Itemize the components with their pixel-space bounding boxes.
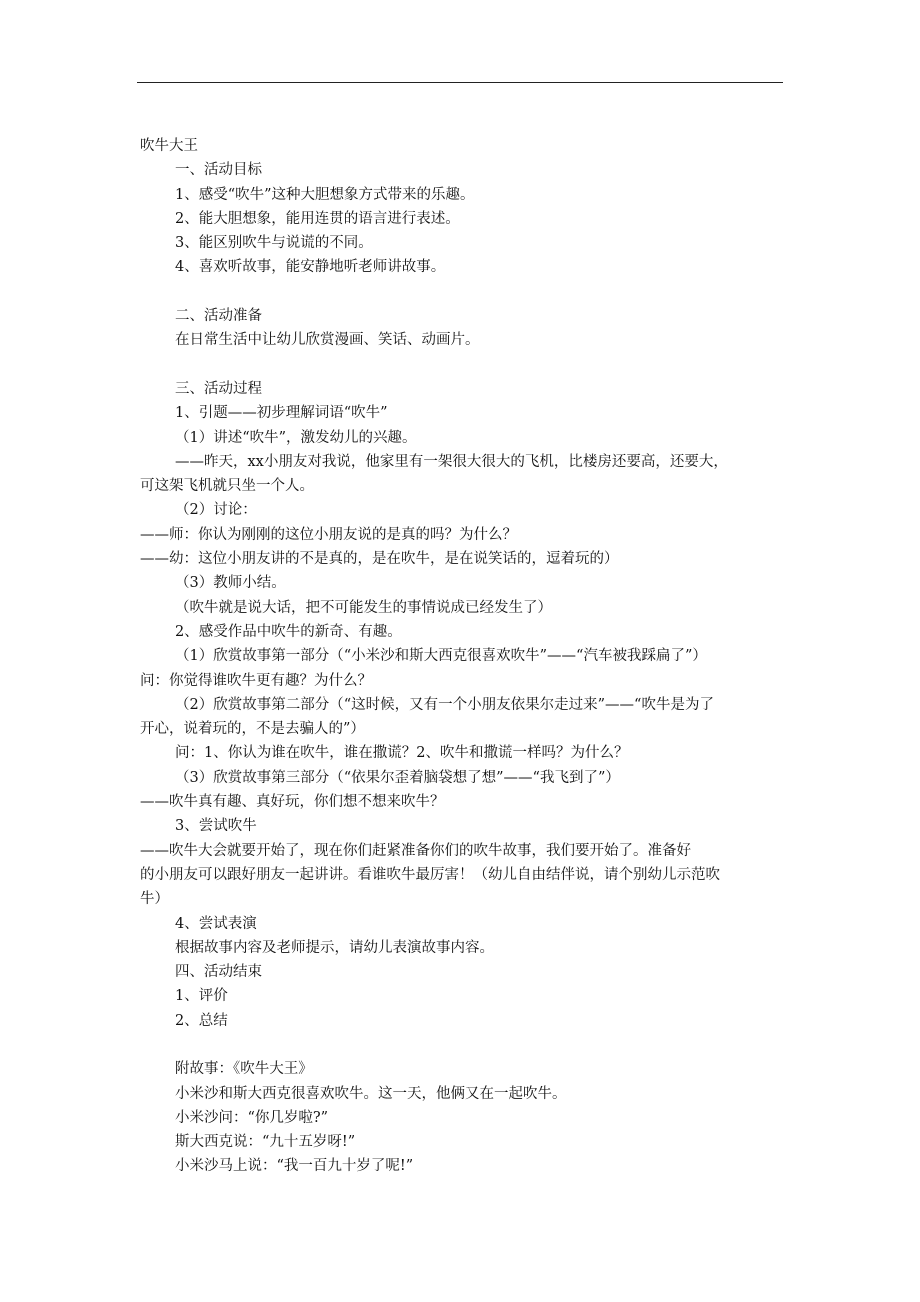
process-line: 3、尝试吹牛: [175, 818, 257, 835]
goal-item: 3、能区别吹牛与说谎的不同。: [175, 235, 373, 252]
appendix-heading: 附故事：《吹牛大王》: [175, 1061, 313, 1078]
process-line: （2）欣赏故事第二部分（“这时候，又有一个小朋友依果尔走过来”——“吹牛是为了: [175, 696, 714, 713]
process-line: 根据故事内容及老师提示，请幼儿表演故事内容。: [175, 939, 494, 956]
process-line: 开心，说着玩的，不是去骗人的”）: [140, 721, 365, 738]
process-line: ——吹牛真有趣、真好玩，你们想不想来吹牛？: [140, 794, 445, 811]
appendix-line: 小米沙问：“你几岁啦?”: [175, 1109, 329, 1126]
appendix-line: 斯大西克说：“九十五岁呀!”: [175, 1134, 356, 1151]
end-heading: 四、活动结束: [175, 964, 262, 981]
process-line: 1、引题——初步理解词语“吹牛”: [175, 405, 388, 422]
spacer: [140, 1033, 790, 1057]
prep-text: 在日常生活中让幼儿欣赏漫画、笑话、动画片。: [175, 332, 480, 349]
process-line: 问：你觉得谁吹牛更有趣？为什么？: [140, 672, 372, 689]
process-line: 可这架飞机就只坐一个人。: [140, 478, 314, 495]
spacer: [140, 353, 790, 377]
appendix-line: 小米沙和斯大西克很喜欢吹牛。这一天，他俩又在一起吹牛。: [175, 1085, 567, 1102]
appendix-line: 小米沙马上说：“我一百九十岁了呢!”: [175, 1158, 414, 1175]
prep-heading: 二、活动准备: [175, 308, 262, 325]
end-item: 2、总结: [175, 1012, 228, 1029]
goal-item: 2、能大胆想象，能用连贯的语言进行表述。: [175, 210, 460, 227]
process-line: 2、感受作品中吹牛的新奇、有趣。: [175, 623, 402, 640]
spacer: [140, 280, 790, 304]
process-line: （吹牛就是说大话，把不可能发生的事情说成已经发生了）: [175, 599, 552, 616]
process-line: ——幼：这位小朋友讲的不是真的，是在吹牛，是在说笑话的，逗着玩的）: [140, 551, 619, 568]
process-line: 4、尝试表演: [175, 915, 257, 932]
process-heading: 三、活动过程: [175, 380, 262, 397]
document-body: [140, 134, 790, 1179]
goal-item: 1、感受“吹牛”这种大胆想象方式带来的乐趣。: [175, 186, 475, 203]
document-title: 吹牛大王: [140, 138, 198, 154]
process-line: （3）教师小结。: [175, 575, 286, 592]
end-item: 1、评价: [175, 988, 228, 1005]
process-line: ——吹牛大会就要开始了，现在你们赶紧准备你们的吹牛故事，我们要开始了。准备好: [140, 842, 691, 859]
goals-heading: 一、活动目标: [175, 162, 262, 179]
process-line: 的小朋友可以跟好朋友一起讲讲。看谁吹牛最厉害！（幼儿自由结伴说，请个别幼儿示范吹: [140, 866, 720, 883]
process-line: （1）讲述“吹牛”，激发幼儿的兴趣。: [175, 429, 417, 446]
process-line: 问：1、你认为谁在吹牛，谁在撒谎？2、吹牛和撒谎一样吗？为什么？: [175, 745, 629, 762]
process-line: 牛）: [140, 891, 169, 908]
process-line: （1）欣赏故事第一部分（“小米沙和斯大西克很喜欢吹牛”——“汽车被我踩扁了”）: [175, 648, 707, 665]
process-line: （2）讨论：: [175, 502, 257, 519]
goal-item: 4、喜欢听故事，能安静地听老师讲故事。: [175, 259, 446, 276]
process-line: ——昨天，xx小朋友对我说，他家里有一架很大很大的飞机，比楼房还要高，还要大，: [175, 453, 728, 470]
header-rule: [137, 82, 783, 83]
process-line: ——师：你认为刚刚的这位小朋友说的是真的吗？为什么？: [140, 526, 517, 543]
process-line: （3）欣赏故事第三部分（“依果尔歪着脑袋想了想”——“我飞到了”）: [175, 769, 620, 786]
